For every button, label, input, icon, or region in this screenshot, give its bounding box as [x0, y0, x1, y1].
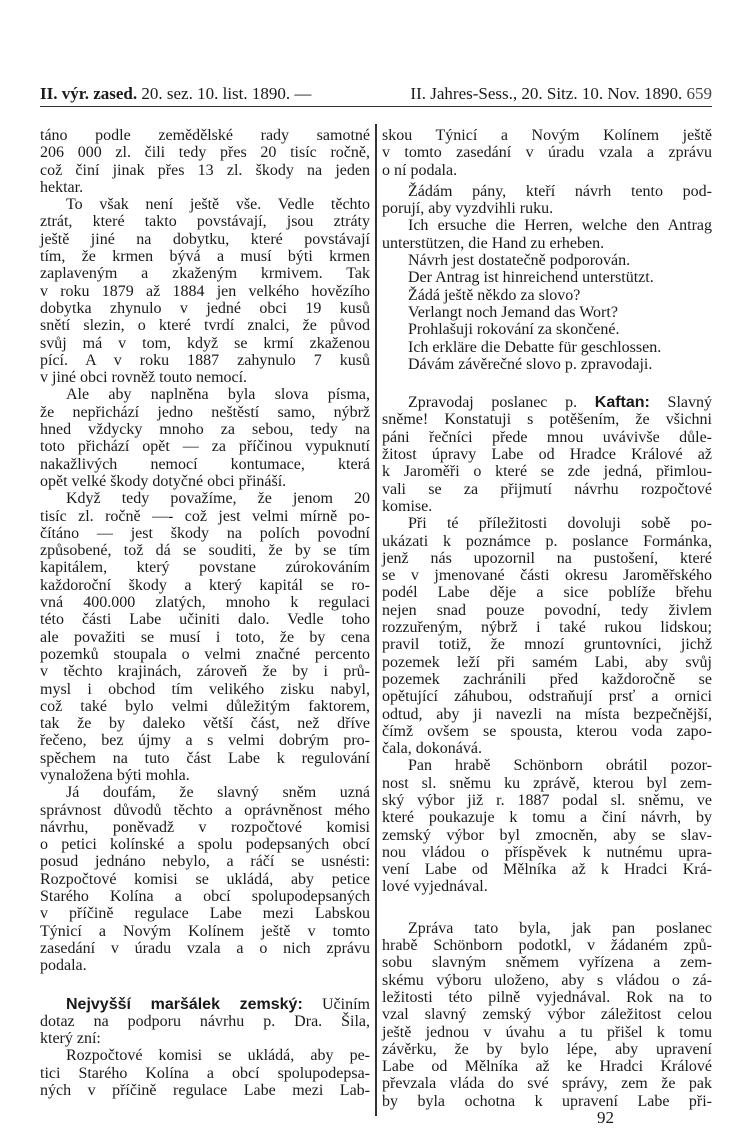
header-german	[410, 84, 712, 104]
text-line: zaplaveným a zkaženým krmivem. Tak	[40, 265, 370, 283]
paragraph	[40, 127, 370, 196]
text-line: v příčině regulace Labe mezi Labskou	[40, 905, 370, 923]
speech-start: Učiním	[302, 995, 370, 1013]
text-line: vynaložena býti mohla.	[40, 766, 190, 784]
speech-start: Slavný	[649, 394, 712, 412]
text-line: Týnicí a Novým Kolínem ještě v tomto	[40, 922, 370, 940]
text-line: v jiné obci rovněž touto nemocí.	[40, 369, 248, 387]
text-line: pozemků stoupala o velmi značné percento	[40, 645, 370, 663]
text-line: ale považiti se musí i toto, že by cena	[40, 628, 370, 646]
speaker-paragraph	[40, 996, 370, 1048]
text-line: které poukazuje k tomu a činí návrh, by	[382, 809, 712, 827]
text-line: tím, že krmen bývá a musí býti krmen	[40, 248, 370, 266]
text-line: Já doufám, že slavný sněm uzná	[66, 784, 370, 802]
column-divider	[375, 124, 377, 1116]
speaker-name: Kaftan:	[594, 394, 650, 412]
text-line: Žádá ještě někdo za slovo?	[408, 286, 581, 304]
text-line: jenž nás upozornil na pustošení, které	[382, 549, 712, 567]
text-line: vali se za přijmutí návrhu rozpočtové	[382, 480, 712, 498]
page-number: 659	[686, 84, 712, 103]
text-line: což také bylo velmi důležitým faktorem,	[40, 697, 370, 715]
text-line: skou Týnicí a Novým Kolínem ještě	[382, 127, 712, 144]
text-line: v roku 1879 až 1884 jen velkého hovězího	[40, 282, 370, 300]
text-line: zasedání v úradu vzala a o nich zprávu	[40, 939, 370, 957]
text-line: nakažlivých nemocí kontumace, která	[40, 455, 370, 473]
paragraph	[382, 321, 712, 338]
text-line: podala.	[40, 957, 87, 975]
text-line: opětující záhubou, odstraňují prsť a ornici	[382, 688, 712, 706]
header-date: 20. sez. 10. list. 1890. —	[137, 84, 312, 103]
speaker-name: Nejvyšší maršálek zemský:	[66, 995, 303, 1013]
paragraph	[40, 1047, 370, 1099]
text-line: pozemek zachránili před každoročně se	[382, 670, 712, 688]
text-line: žitost úpravy Labe od Hradce Králové až	[382, 446, 712, 464]
text-line: ještě jiné na dobytku, které povstávají	[40, 230, 370, 248]
text-line: Labe od Mělníka až ke Hradci Králové	[382, 1058, 712, 1076]
paragraph	[40, 386, 370, 490]
text-line: pozemek leží při samém Labi, aby svůj	[382, 653, 712, 671]
left-column	[40, 127, 370, 1099]
paragraph	[382, 515, 712, 757]
text-line: tisíc zl. ročně —- což jest velmi mírně po-	[40, 507, 370, 525]
text-line: sobu slavným sněmem vyřízena a zem-	[382, 954, 712, 972]
text-line: vná 400.000 zlatých, mnoho k regulaci	[40, 594, 370, 612]
text-line: správnost důvodů těchto a oprávněnost mého	[40, 801, 370, 819]
text-line: Prohlašuji rokování za skončené.	[408, 321, 620, 339]
text-line: táno podle zemědělské rady samotné	[40, 127, 370, 144]
paragraph	[40, 196, 370, 386]
header-german-text: II. Jahres-Sess., 20. Sitz. 10. Nov. 1890.	[410, 84, 683, 103]
right-column	[382, 127, 712, 1110]
text-line: porují, aby vyzdvihli ruku.	[382, 200, 554, 218]
text-line: řečeno, bez újmy a s velmi dobrým pro-	[40, 732, 370, 750]
text-line: v tomto zasedání v úradu vzala a zprávu	[382, 144, 712, 162]
text-line: páni řečníci přede mnou uvávivše důle-	[382, 428, 712, 446]
text-line: vení Labe od Mělníka až k Hradci Krá-	[382, 861, 712, 879]
speaker-intro: Zpravodaj poslanec p.	[408, 394, 595, 412]
header-czech	[40, 84, 311, 104]
paragraph	[40, 490, 370, 784]
text-line: čala, dokonává.	[382, 740, 482, 758]
text-line: snětí slezin, o které tvrdí znalci, že původ	[40, 317, 370, 335]
text-line: Ich ersuche die Herren, welche den Antrag	[408, 217, 712, 235]
text-line: ležitosti této pilně vyjednával. Rok na to	[382, 988, 712, 1006]
text-line: Verlangt noch Jemand das Wort?	[408, 303, 618, 321]
text-line: čítáno — jest škody na polích povodní	[40, 524, 370, 542]
paragraph	[382, 920, 712, 1110]
text-line: této části Labe učiniti dalo. Vedle toho	[40, 611, 370, 629]
text-line: nost sl. sněmu ku zprávě, kterou byl zem-	[382, 774, 712, 792]
text-line: nejen snad pouze povodní, tedy živlem	[382, 601, 712, 619]
text-line: opět velké škody dotyčné obci přináší.	[40, 472, 287, 490]
text-line: 206 000 zl. čili tedy přes 20 tisíc ročně,	[40, 144, 370, 162]
text-line: ukázati k poznámce p. poslance Formánka,	[382, 532, 712, 550]
text-line: mysl i obchod tím velikého zisku nabyl,	[40, 680, 370, 698]
text-line: závěrku, že by bylo lépe, aby upravení	[382, 1040, 712, 1058]
text-line: Der Antrag ist hinreichend unterstützt.	[408, 269, 654, 287]
text-line: Starého Kolína a obcí spolupodepsaných	[40, 888, 370, 906]
paragraph	[382, 217, 712, 252]
text-line: kapitálem, který povstane zúrokováním	[40, 559, 370, 577]
paragraph	[382, 269, 712, 286]
text-line: pící. A v roku 1887 zahynulo 7 kusů	[40, 351, 370, 369]
text-line: nou vládou o příspěvek k nutnému upra-	[382, 843, 712, 861]
text-line: každoroční škody a který kapitál se ro-	[40, 576, 370, 594]
text-line: To však není ještě vše. Vedle těchto	[66, 196, 370, 214]
text-line: hrabě Schönborn podotkl, v žádaném způ-	[382, 937, 712, 955]
text-line: podél Labe děje a sice poblíže břehu	[382, 584, 712, 602]
text-line: ných v příčině regulace Labe mezi Lab-	[40, 1082, 370, 1100]
signature-mark: 92	[597, 1108, 614, 1127]
text-line: Pan hrabě Schönborn obrátil pozor-	[408, 757, 712, 775]
text-line	[382, 394, 712, 411]
paragraph	[40, 784, 370, 974]
text-line: převzala vláda do své správy, zem že pak	[382, 1075, 712, 1093]
text-line: Ich erkläre die Debatte für geschlossen.	[408, 338, 662, 356]
text-line: že nepřichází jedno neštěstí samo, nýbrž	[40, 403, 370, 421]
text-line: v těchto krajinách, zároveň že by i prů-	[40, 663, 370, 681]
text-line: tici Starého Kolína a obcí spolupodepsa-	[40, 1064, 370, 1082]
text-line: hektar.	[40, 178, 84, 196]
text-line: Rozpočtové komisi se ukládá, aby pe-	[66, 1047, 370, 1065]
text-line: dobytka zhynulo v jedné obci 19 kusů	[40, 299, 370, 317]
text-line: čímž ovšem se spousta, kterou voda zapo-	[382, 722, 712, 740]
text-line: tak že by daleko větší část, než dříve	[40, 715, 370, 733]
running-header	[40, 84, 712, 107]
text-line: který zní:	[40, 1030, 101, 1048]
text-line: ský výbor již r. 1887 podal sl. sněmu, ve	[382, 791, 712, 809]
paragraph	[382, 287, 712, 304]
paragraph	[382, 127, 712, 179]
text-line: sněme! Konstatuji s potěšením, že všichni	[382, 411, 712, 429]
text-line: což činí jinak přes 13 zl. škody na jeden	[40, 161, 370, 179]
text-line: o ní podala.	[382, 161, 458, 179]
speaker-paragraph	[382, 394, 712, 515]
text-line: Dávám závěrečné slovo p. zpravodaji.	[408, 355, 653, 373]
text-line: k Jaroměři o které se zde jedná, přimlou-	[382, 463, 712, 481]
paragraph	[382, 252, 712, 269]
text-line: pravil totiž, že mnozí gruntovníci, jichž	[382, 636, 712, 654]
text-line: Ale aby naplněna byla slova písma,	[66, 386, 370, 404]
text-line: lové vyjednával.	[382, 878, 488, 896]
text-line: svůj má v tom, když se krmí zkaženou	[40, 334, 370, 352]
text-line: komise.	[382, 497, 433, 515]
paragraph	[382, 757, 712, 895]
header-session: II. výr. zased.	[40, 84, 138, 103]
text-line: odtud, aby ji navezli na místa bezpečnější,	[382, 705, 712, 723]
paragraph	[382, 304, 712, 321]
text-line: vzal slavný zemský výbor záležitost celou	[382, 1006, 712, 1024]
paragraph	[382, 183, 712, 218]
text-line: Žádám pány, kteří návrh tento pod-	[408, 182, 712, 200]
text-line: hned vždycky mnoho za sebou, tedy na	[40, 421, 370, 439]
text-line: ještě jednou v úvahu a tu přišel k tomu	[382, 1023, 712, 1041]
text-line: dotaz na podporu návrhu p. Dra. Šila,	[40, 1012, 370, 1030]
text-line: posud jednáno nebylo, a ráčí se usnésti:	[40, 853, 370, 871]
text-line: o petici kolínské a spolu podepsaných obcí	[40, 836, 370, 854]
text-line: ztrát, které takto povstávají, jsou ztráty	[40, 213, 370, 231]
paragraph	[382, 339, 712, 356]
text-line: Zpráva tato byla, jak pan poslanec	[408, 919, 712, 937]
text-line: unterstützen, die Hand zu erheben.	[382, 234, 605, 252]
text-line: se v jmenované části okresu Jaroměřského	[382, 567, 712, 585]
text-line: Při té příležitosti dovoluji sobě po-	[408, 515, 712, 533]
text-line: návrhu, poněvadž v rozpočtové komisi	[40, 818, 370, 836]
text-line: rozzuřeným, nýbrž i také rukou lidskou;	[382, 619, 712, 637]
text-line: způsobené, tož dá se souditi, že by se tím	[40, 542, 370, 560]
text-line: Když tedy považíme, že jenom 20	[66, 490, 370, 508]
text-line: zemský výbor byl zmocněn, aby se slav-	[382, 826, 712, 844]
text-line: spěchem na tuto část Labe k regulování	[40, 749, 370, 767]
text-line: Rozpočtové komisi se ukládá, aby petice	[40, 870, 370, 888]
paragraph	[382, 356, 712, 373]
text-line	[40, 996, 370, 1013]
text-line: skému výboru uloženo, aby s vládou o zá-	[382, 971, 712, 989]
text-line: Návrh jest dostatečně podporován.	[408, 252, 631, 270]
text-line: toto přichází opět — za příčinou vypuknutí	[40, 438, 370, 456]
text-line: by byla ochotna k upravení Labe při-	[382, 1092, 712, 1110]
